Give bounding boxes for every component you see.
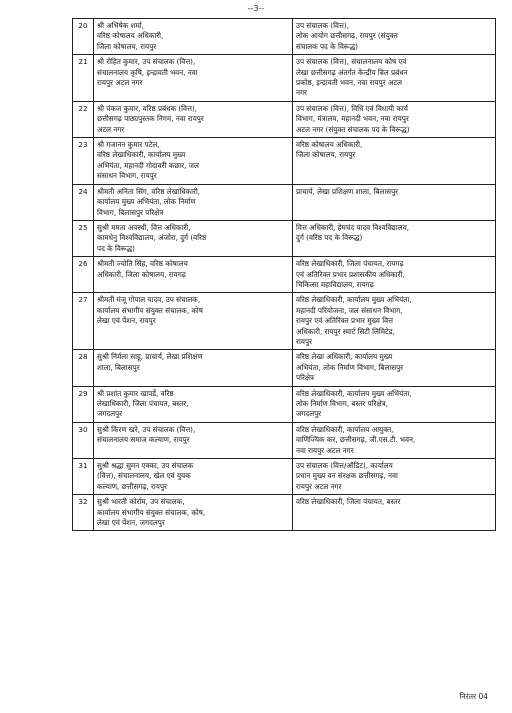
table-row	[73, 19, 496, 55]
new-posting: वरिष्ठ कोषालय अधिकारी, जिला कोषालय, रायपुर	[293, 138, 496, 185]
new-posting: उप संचालक (वित्त), लोक आयोग छत्तीसगढ़, रायपुर (संयुक्त संचालक पद के विरूद्ध)	[293, 19, 496, 55]
serial-number: 24	[73, 184, 94, 220]
table-row	[73, 422, 496, 458]
transfer-table	[72, 18, 496, 531]
new-posting: प्राचार्य, लेखा प्रशिक्षण शाला, बिलासपुर	[293, 184, 496, 220]
current-posting: श्रीमती अनिता सिंग, वरिष्ठ लेखाधिकारी, कार्यालय मुख्य अभियंता, लोक निर्माण विभाग, बिलासपुर परिक्षेत्र	[94, 184, 293, 220]
table-row	[73, 495, 496, 531]
new-posting: उप संचालक (वित्त), संचालनालय कोष एवं लेखा छत्तीसगढ़ अंतर्गत केन्द्रीय बिल प्रबंधन प्रकोष्ठ, इन्द्रावती भवन, नवा रायपुर अटल नगर	[293, 55, 496, 102]
serial-number: 29	[73, 386, 94, 422]
table-row	[73, 220, 496, 256]
serial-number: 21	[73, 55, 94, 102]
current-posting: सुश्री निर्मला साहू, प्राचार्य, लेखा प्रशिक्षण शाला, बिलासपुर	[94, 350, 293, 386]
serial-number: 20	[73, 19, 94, 55]
page-number: --3--	[247, 4, 265, 13]
new-posting: उप संचालक (वित्त/ऑडिट), कार्यालय प्रधान मुख्य वन संरक्षक छत्तीसगढ़, नवा रायपुर अटल नगर	[293, 459, 496, 495]
serial-number: 31	[73, 459, 94, 495]
new-posting: उप संचालक (वित्त), विधि एवं विधायी कार्य विभाग, मंत्रालय, महानदी भवन, नवा रायपुर अटल नगर (संयुक्त संचालक पद के विरूद्ध)	[293, 101, 496, 137]
current-posting: श्रीमती ज्योति सिंह, वरिष्ठ कोषालय अधिकारी, जिला कोषालय, रायगढ़	[94, 257, 293, 293]
current-posting: श्री गजानन कुमार पटेल, वरिष्ठ लेखाधिकारी, कार्यालय मुख्य अभियंता, महानदी गोदावरी कछार, जल संसाधन विभाग, रायपुर	[94, 138, 293, 185]
current-posting: सुश्री ममता अवस्थी, वित्त अधिकारी, कामधेनु विश्वविद्यालय, अंजोरा, दुर्ग (वरिष्ठ पद के विरूद्ध)	[94, 220, 293, 256]
current-posting: श्री अभिषेक शर्मा, वरिष्ठ कोषालय अधिकारी, जिला कोषालय, रायपुर	[94, 19, 293, 55]
serial-number: 25	[73, 220, 94, 256]
new-posting: वित्त अधिकारी, हेमचंद यादव विश्वविद्यालय, दुर्ग (वरिष्ठ पद के विरूद्ध)	[293, 220, 496, 256]
new-posting: वरिष्ठ लेखा अधिकारी, कार्यालय मुख्य अभियंता, लोक निर्माण विभाग, बिलासपुर परिक्षेत्र	[293, 350, 496, 386]
table-row	[73, 293, 496, 350]
new-posting: वरिष्ठ लेखाधिकारी, कार्यालय मुख्य अभियंता, महानदी परियोजना, जल संसाधन विभाग, रायपुर एवं अतिरिक्त प्रभार मुख्य वित्त अधिकारी, रायपुर स्मार्ट सिटी लिमिटेड, रायपुर	[293, 293, 496, 350]
current-posting: सुश्री भारती कोर्राम, उप संचालक, कार्यालय संभागीय संयुक्त संचालक, कोष, लेखा एवं पेंशन, जगदलपुर	[94, 495, 293, 531]
serial-number: 22	[73, 101, 94, 137]
serial-number: 30	[73, 422, 94, 458]
serial-number: 28	[73, 350, 94, 386]
serial-number: 27	[73, 293, 94, 350]
table-row	[73, 459, 496, 495]
table-row	[73, 350, 496, 386]
new-posting: वरिष्ठ लेखाधिकारी, कार्यालय मुख्य अभियंता, लोक निर्माण विभाग, बस्तर परिक्षेत्र, जगदलपुर	[293, 386, 496, 422]
serial-number: 23	[73, 138, 94, 185]
new-posting: वरिष्ठ लेखाधिकारी, कार्यालय आयुक्त, वाणिज्यिक कर, छत्तीसगढ़, जी.एस.टी. भवन, नवा रायपुर अटल नगर	[293, 422, 496, 458]
continued-note: निरंतर 04	[459, 692, 488, 701]
table-row	[73, 184, 496, 220]
table-row	[73, 101, 496, 137]
table-row	[73, 386, 496, 422]
table-row	[73, 138, 496, 185]
current-posting: श्री रोहित कुमार, उप संचालक (वित्त), संचालनालय कृषि, इन्द्रावती भवन, नवा रायपुर अटल नगर	[94, 55, 293, 102]
table-row	[73, 55, 496, 102]
current-posting: श्री प्रशांत कुमार खापर्डे, वरिष्ठ लेखाधिकारी, जिला पंचायत, बस्तर, जगदलपुर	[94, 386, 293, 422]
current-posting: श्रीमती मंजू गोपाल यादव, उप संचालक, कार्यालय संभागीय संयुक्त संचालक, कोष लेखा एवं पेंशन, रायपुर	[94, 293, 293, 350]
table-row	[73, 257, 496, 293]
current-posting: सुश्री श्रद्धा सुमन एक्का, उप संचालक (वित्त), संचालनालय, खेल एवं युवक कल्याण, छत्तीसगढ़, रायपुर	[94, 459, 293, 495]
new-posting: वरिष्ठ लेखाधिकारी, जिला पंचायत, रायगढ़ एवं अतिरिक्त प्रभार प्रशासकीय अधिकारी, चिकित्सा महाविद्यालय, रायगढ़	[293, 257, 496, 293]
current-posting: सुश्री किरण खरे, उप संचालक (वित्त), संचालनालय समाज कल्याण, रायपुर	[94, 422, 293, 458]
current-posting: श्री पंकज कुमार, वरिष्ठ प्रबंधक (वित्त), छत्तीसगढ़ पाठ्यपुस्तक निगम, नवा रायपुर अटल नगर	[94, 101, 293, 137]
serial-number: 32	[73, 495, 94, 531]
serial-number: 26	[73, 257, 94, 293]
new-posting: वरिष्ठ लेखाधिकारी, जिला पंचायत, बस्तर	[293, 495, 496, 531]
